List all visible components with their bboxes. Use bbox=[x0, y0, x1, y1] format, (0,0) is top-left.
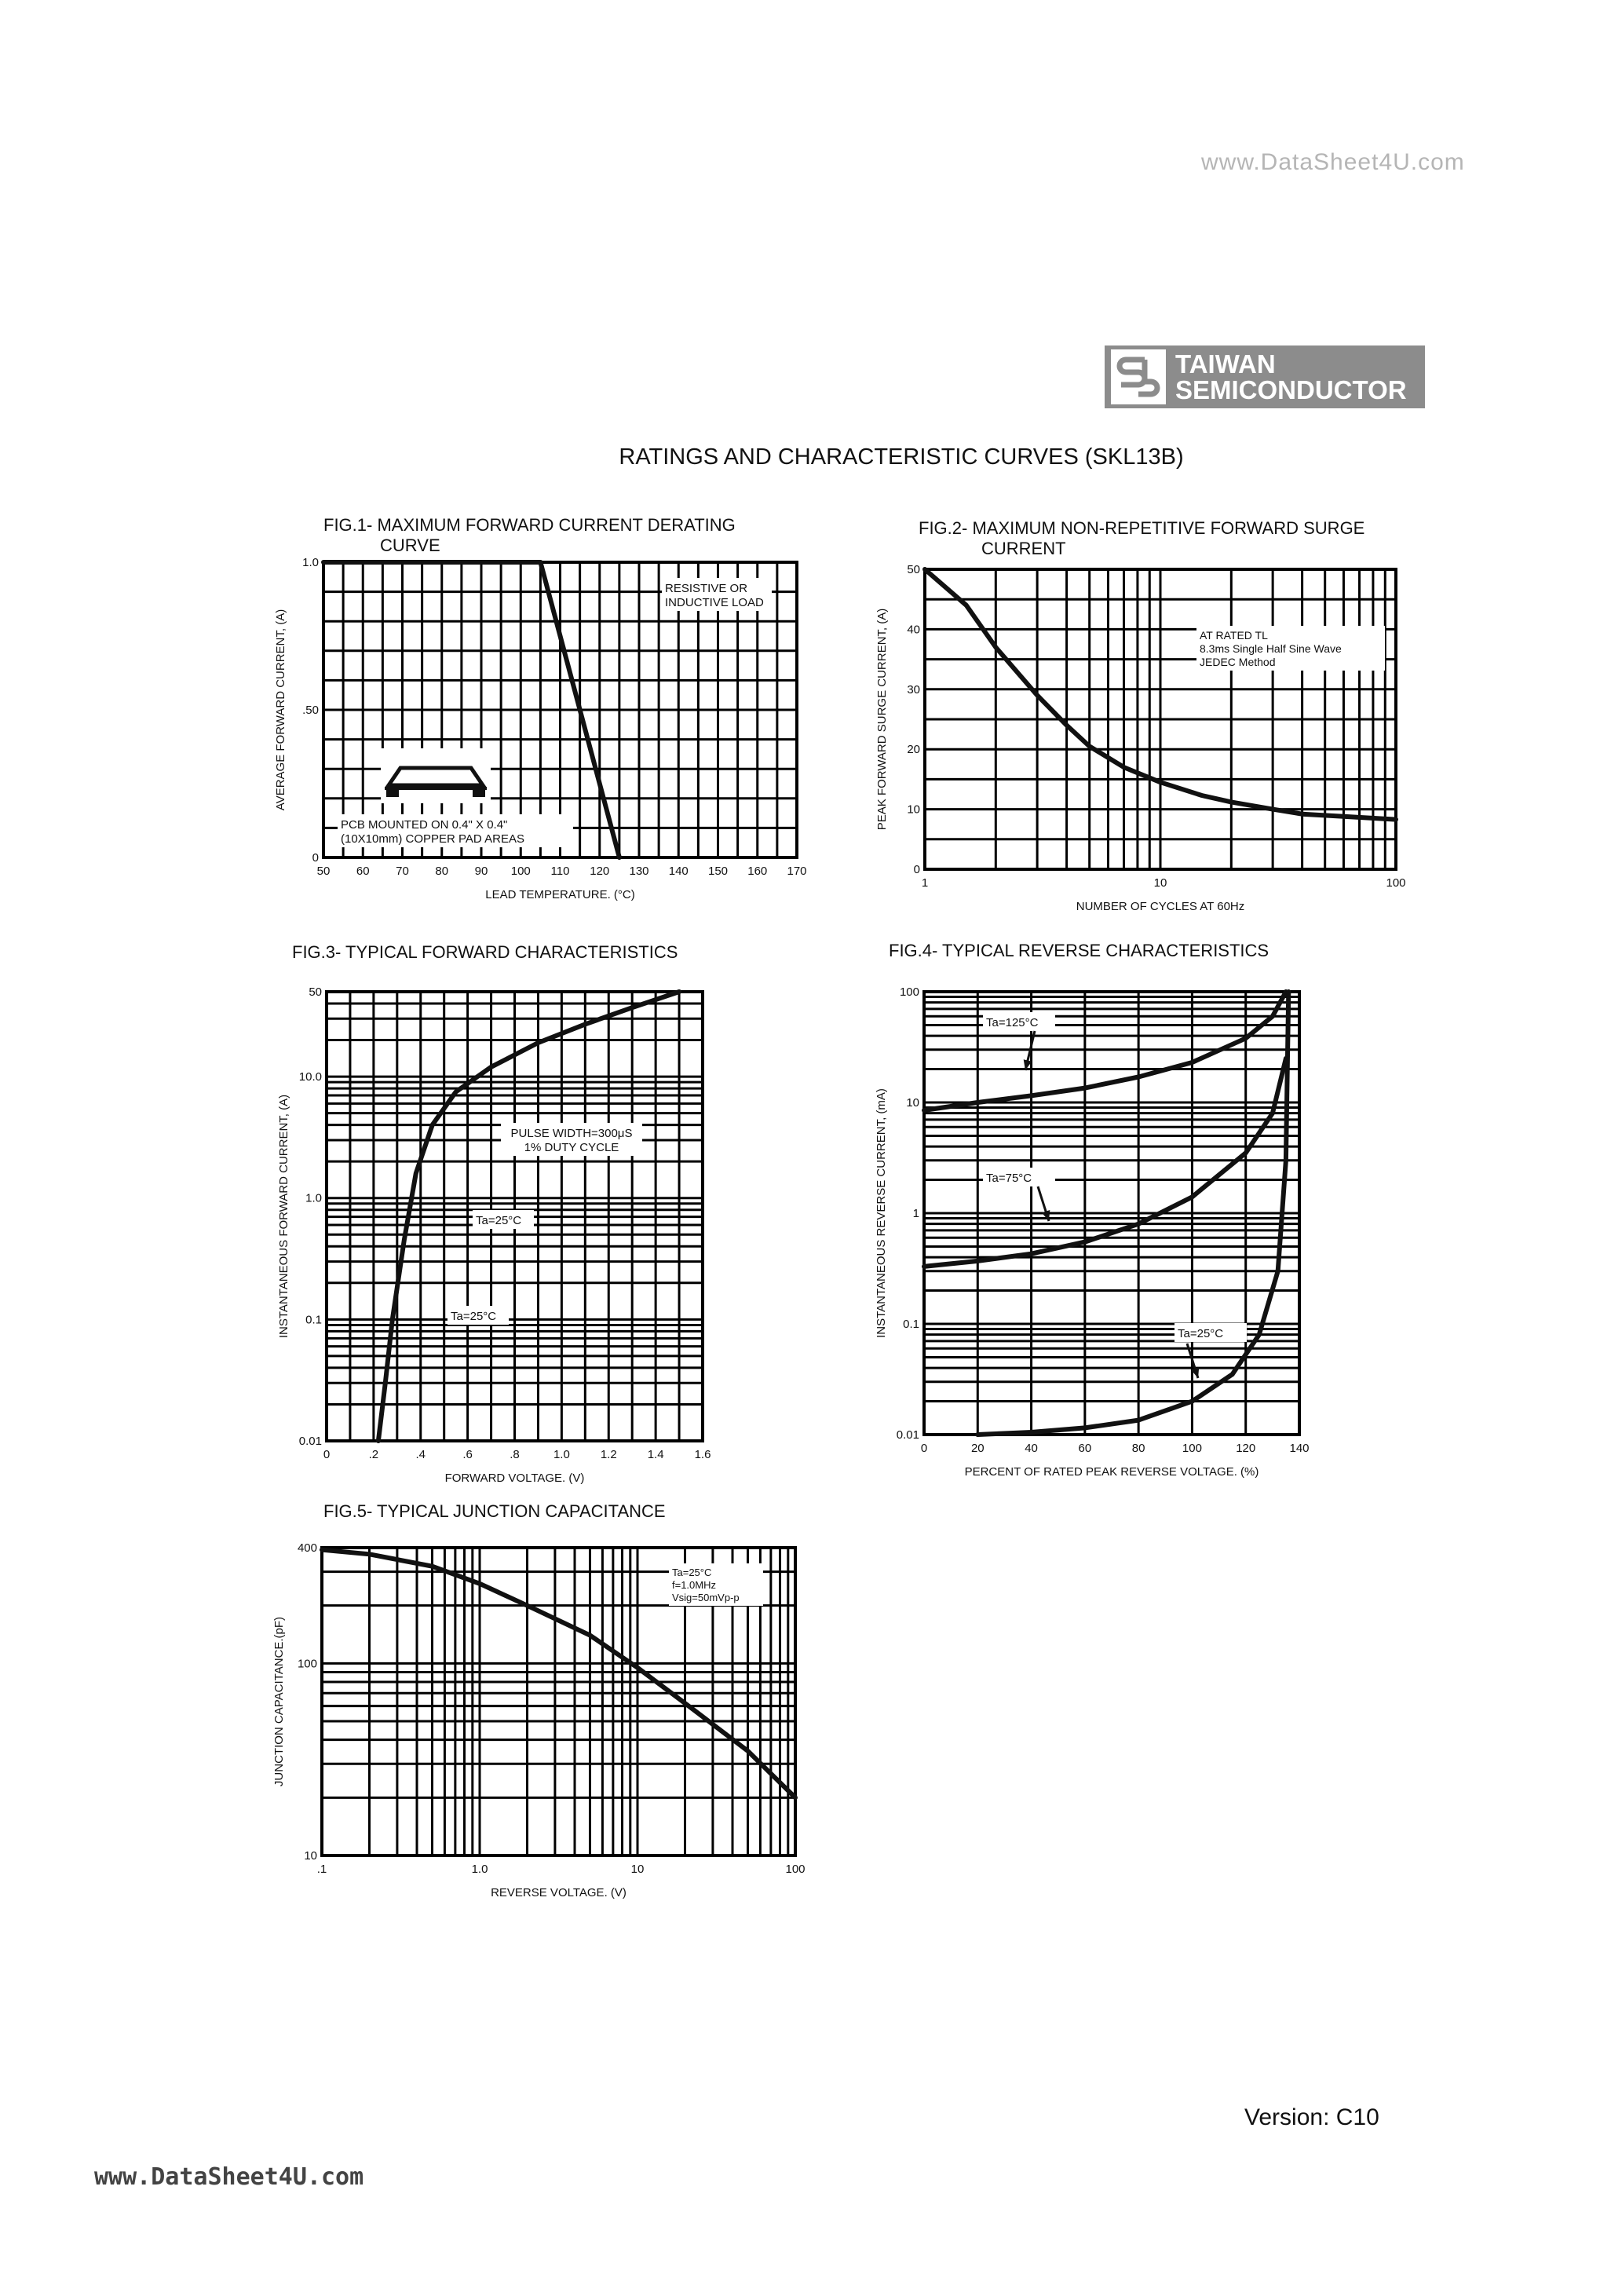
fig5-xtick-label: 1.0 bbox=[471, 1863, 488, 1876]
fig3-ytick-label: 1.0 bbox=[305, 1191, 322, 1205]
fig3-annotation: Ta=25°C bbox=[476, 1214, 522, 1227]
fig4-ytick-label: 0.1 bbox=[903, 1318, 919, 1331]
fig3-ytick-label: 50 bbox=[309, 985, 322, 999]
fig3-annotation: Ta=25°C bbox=[451, 1310, 497, 1323]
fig2-chart bbox=[864, 554, 1429, 923]
version-label: Version: C10 bbox=[1244, 2104, 1379, 2130]
fig4-xtick-label: 100 bbox=[1182, 1442, 1202, 1455]
page-title: RATINGS AND CHARACTERISTIC CURVES (SKL13B) bbox=[619, 444, 1184, 470]
fig1-pcb-package-icon bbox=[389, 768, 483, 785]
fig3-ytick-label: 0.1 bbox=[305, 1313, 322, 1327]
fig1-title-line2: CURVE bbox=[380, 536, 440, 555]
fig3-xtick-label: 1.4 bbox=[647, 1448, 664, 1461]
fig5-xaxis-label: REVERSE VOLTAGE. (V) bbox=[491, 1886, 627, 1899]
fig3-xtick-label: .6 bbox=[462, 1448, 473, 1461]
fig3-xaxis-label: FORWARD VOLTAGE. (V) bbox=[444, 1472, 585, 1485]
fig5-chart bbox=[259, 1535, 824, 1904]
fig3-xtick-label: .4 bbox=[415, 1448, 426, 1461]
fig4-chart bbox=[864, 978, 1429, 1488]
fig1-xtick-label: 70 bbox=[396, 865, 409, 878]
fig3-xtick-label: .2 bbox=[368, 1448, 379, 1461]
fig4-xtick-label: 20 bbox=[970, 1442, 985, 1455]
fig2-xaxis-label: NUMBER OF CYCLES AT 60Hz bbox=[1076, 900, 1245, 913]
fig4-ytick-label: 10 bbox=[906, 1096, 919, 1110]
fig4-xtick-label: 120 bbox=[1236, 1442, 1256, 1455]
fig1-xtick-label: 150 bbox=[707, 865, 729, 878]
watermark-bottom: www.DataSheet4U.com bbox=[94, 2163, 364, 2191]
fig4-yaxis-label: INSTANTANEOUS REVERSE CURRENT, (mA) bbox=[875, 1088, 888, 1338]
fig4-annotation: Ta=75°C bbox=[986, 1172, 1032, 1185]
watermark-top: www.DataSheet4U.com bbox=[1201, 149, 1465, 175]
fig4-xtick-label: 140 bbox=[1289, 1442, 1310, 1455]
fig1-ytick-label: 1.0 bbox=[302, 556, 319, 569]
fig2-ytick-label: 30 bbox=[907, 682, 920, 696]
fig1-ytick-label: .50 bbox=[302, 704, 319, 717]
fig3-ytick-label: 10.0 bbox=[298, 1070, 322, 1084]
fig1-annotation: INDUCTIVE LOAD bbox=[665, 596, 764, 609]
fig5-annotation: Vsig=50mVp-p bbox=[672, 1592, 740, 1603]
fig5-ytick-label: 10 bbox=[304, 1849, 317, 1863]
fig5-annotation: Ta=25°C bbox=[672, 1567, 712, 1578]
fig1-yaxis-label: AVERAGE FORWARD CURRENT, (A) bbox=[274, 609, 287, 811]
fig1-xtick-label: 110 bbox=[550, 865, 570, 878]
fig4-title-line1: FIG.4- TYPICAL REVERSE CHARACTERISTICS bbox=[889, 941, 1269, 960]
fig1-annotation: PCB MOUNTED ON 0.4" X 0.4" bbox=[341, 818, 508, 832]
fig1-xtick-label: 170 bbox=[787, 865, 807, 878]
fig3-ytick-label: 0.01 bbox=[298, 1435, 322, 1448]
fig5-xtick-label: .1 bbox=[316, 1863, 327, 1876]
fig1-xtick-label: 60 bbox=[356, 865, 370, 878]
fig2-ytick-label: 50 bbox=[907, 563, 920, 576]
fig1-xtick-label: 120 bbox=[590, 865, 610, 878]
fig4-ytick-label: 100 bbox=[899, 985, 919, 999]
fig3-xtick-label: 1.0 bbox=[553, 1448, 570, 1461]
ts-logo-icon bbox=[1111, 349, 1166, 404]
fig2-annotation: 8.3ms Single Half Sine Wave bbox=[1200, 642, 1342, 655]
fig1-xtick-label: 130 bbox=[629, 865, 649, 878]
fig3-title-line1: FIG.3- TYPICAL FORWARD CHARACTERISTICS bbox=[292, 942, 678, 962]
fig1-annotation: RESISTIVE OR bbox=[665, 582, 748, 595]
fig3-chart bbox=[259, 978, 824, 1488]
fig2-ytick-label: 10 bbox=[907, 803, 920, 817]
fig3-xtick-label: 1.6 bbox=[694, 1448, 711, 1461]
fig5-ytick-label: 100 bbox=[297, 1657, 317, 1671]
fig5-ytick-label: 400 bbox=[297, 1541, 317, 1555]
fig1-chart bbox=[259, 550, 824, 919]
fig2-annotation: JEDEC Method bbox=[1200, 656, 1276, 668]
fig2-xtick-label: 1 bbox=[921, 876, 929, 890]
fig5-annotation: f=1.0MHz bbox=[672, 1579, 716, 1591]
fig3-title bbox=[292, 942, 678, 963]
fig3-yaxis-label: INSTANTANEOUS FORWARD CURRENT, (A) bbox=[277, 1094, 290, 1339]
fig4-xtick-label: 60 bbox=[1078, 1442, 1092, 1455]
fig3-xtick-label: 0 bbox=[323, 1448, 331, 1461]
fig5-xtick-label: 100 bbox=[785, 1863, 806, 1876]
fig2-annotation: AT RATED TL bbox=[1200, 629, 1268, 642]
fig5-title-line1: FIG.5- TYPICAL JUNCTION CAPACITANCE bbox=[323, 1501, 666, 1521]
fig4-ytick-label: 0.01 bbox=[896, 1428, 919, 1442]
fig2-title-line2: CURRENT bbox=[981, 539, 1066, 558]
fig5-yaxis-label: JUNCTION CAPACITANCE.(pF) bbox=[272, 1616, 286, 1787]
fig2-ytick-label: 0 bbox=[913, 863, 920, 876]
fig1-xtick-label: 100 bbox=[510, 865, 531, 878]
fig4-ytick-label: 1 bbox=[912, 1207, 919, 1220]
fig1-pcb-pad-icon bbox=[473, 790, 485, 797]
fig2-xtick-label: 100 bbox=[1386, 876, 1406, 890]
fig2-yaxis-label: PEAK FORWARD SURGE CURRENT, (A) bbox=[875, 608, 889, 831]
fig4-xaxis-label: PERCENT OF RATED PEAK REVERSE VOLTAGE. (%) bbox=[964, 1465, 1259, 1479]
fig1-xtick-label: 160 bbox=[747, 865, 768, 878]
fig2-ytick-label: 40 bbox=[907, 623, 920, 637]
logo-line-2: SEMICONDUCTOR bbox=[1175, 375, 1407, 404]
fig1-xtick-label: 140 bbox=[668, 865, 689, 878]
fig5-title bbox=[323, 1501, 666, 1522]
fig1-ytick-label: 0 bbox=[312, 851, 319, 865]
fig1-pcb-pad-icon bbox=[386, 790, 399, 797]
fig1-xtick-label: 90 bbox=[474, 865, 488, 878]
fig3-annotation: 1% DUTY CYCLE bbox=[524, 1141, 619, 1154]
fig3-xtick-label: .8 bbox=[510, 1448, 520, 1461]
company-logo bbox=[1105, 345, 1425, 408]
fig4-title bbox=[889, 941, 1269, 961]
fig2-xtick-label: 10 bbox=[1153, 876, 1167, 890]
fig1-xtick-label: 80 bbox=[435, 865, 449, 878]
fig1-xaxis-label: LEAD TEMPERATURE. (°C) bbox=[485, 888, 635, 901]
fig3-annotation: PULSE WIDTH=300μS bbox=[510, 1127, 633, 1140]
fig3-xtick-label: 1.2 bbox=[600, 1448, 617, 1461]
logo-line-1: TAIWAN bbox=[1175, 349, 1276, 378]
fig4-xtick-label: 40 bbox=[1025, 1442, 1038, 1455]
fig4-annotation: Ta=25°C bbox=[1178, 1327, 1224, 1340]
fig1-annotation: (10X10mm) COPPER PAD AREAS bbox=[341, 832, 524, 846]
fig1-xtick-label: 50 bbox=[316, 865, 331, 878]
fig4-xtick-label: 0 bbox=[920, 1442, 928, 1455]
fig2-title-line1: FIG.2- MAXIMUM NON-REPETITIVE FORWARD SURGE bbox=[919, 518, 1365, 538]
fig1-title-line1: FIG.1- MAXIMUM FORWARD CURRENT DERATING bbox=[323, 515, 736, 535]
fig4-xtick-label: 80 bbox=[1131, 1442, 1145, 1455]
fig4-annotation: Ta=125°C bbox=[986, 1016, 1039, 1029]
fig2-ytick-label: 20 bbox=[907, 743, 920, 757]
fig5-xtick-label: 10 bbox=[630, 1863, 645, 1876]
